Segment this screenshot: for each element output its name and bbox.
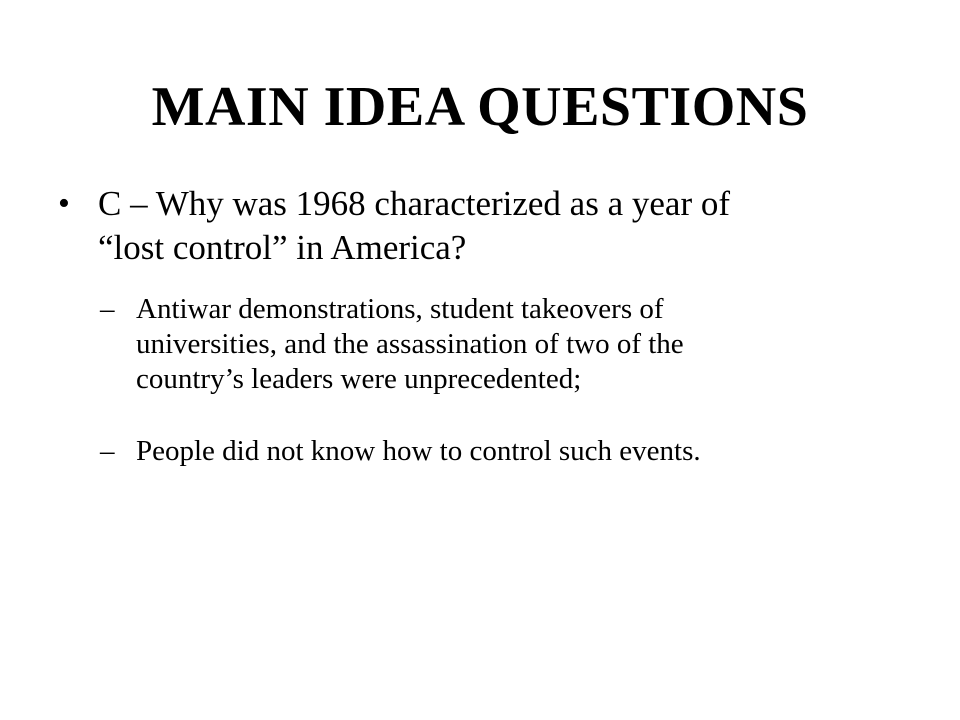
main-bullet-line: “lost control” in America? xyxy=(98,228,467,267)
main-bullet-line: C – Why was 1968 characterized as a year of xyxy=(98,184,730,223)
sub-bullet-line: People did not know how to control such events. xyxy=(136,435,701,467)
sub-bullet-text xyxy=(136,434,896,469)
dash-marker: – xyxy=(100,435,115,467)
sub-bullet-line: universities, and the assassination of two of the xyxy=(136,328,684,360)
sub-bullet-line: country’s leaders were unprecedented; xyxy=(136,363,582,395)
slide-title: MAIN IDEA QUESTIONS xyxy=(151,76,809,138)
bullet-marker: • xyxy=(58,185,70,222)
sub-bullet-text xyxy=(136,292,896,397)
sub-bullet-line: Antiwar demonstrations, student takeovers of xyxy=(136,293,664,325)
dash-marker: – xyxy=(100,293,115,325)
main-bullet-text xyxy=(98,182,918,270)
